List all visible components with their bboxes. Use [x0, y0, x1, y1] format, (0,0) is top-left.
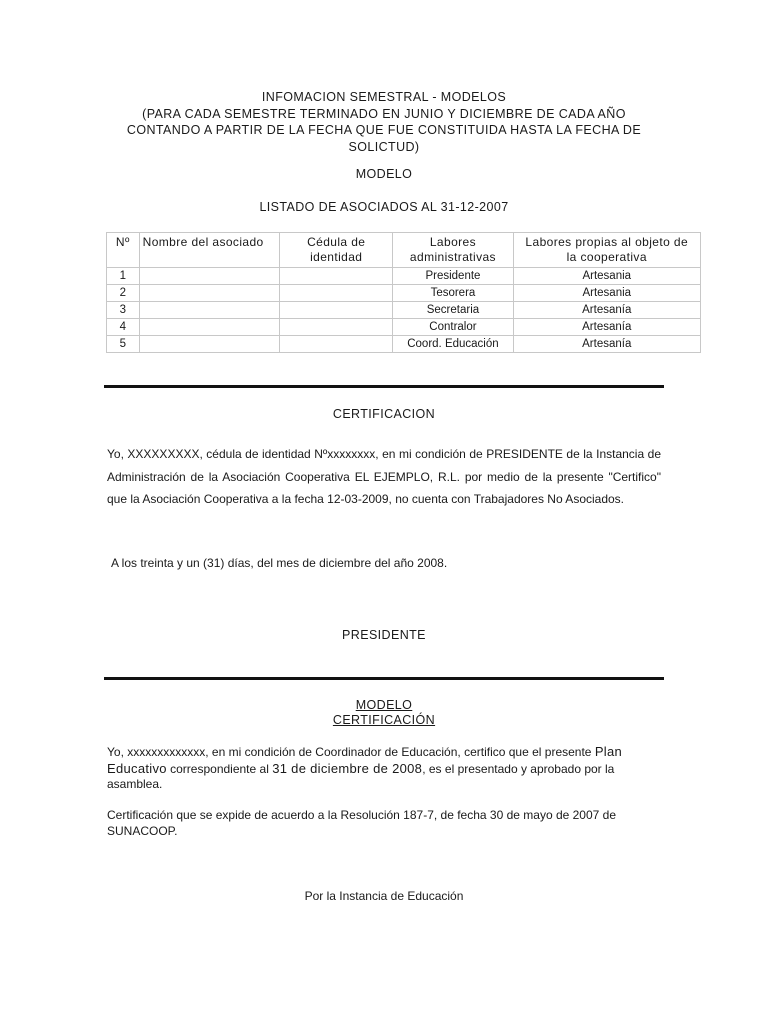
cell-labores: Coord. Educación — [393, 336, 513, 353]
section-divider — [104, 385, 664, 388]
header-labores-line1: Labores — [429, 235, 477, 249]
signature-instancia-educacion: Por la Instancia de Educación — [304, 889, 464, 903]
asociados-table — [106, 232, 701, 353]
body-text: Yo, xxxxxxxxxxxxx, en mi condición de Coordinador de Educación, certifico que el presente — [107, 745, 595, 759]
cell-objeto: Artesanía — [513, 336, 700, 353]
cell-num: 4 — [107, 319, 140, 336]
cell-cedula — [280, 285, 393, 302]
header-cedula — [280, 233, 393, 268]
cell-cedula — [280, 319, 393, 336]
cell-objeto: Artesania — [513, 285, 700, 302]
header-title: INFOMACION SEMESTRAL - MODELOS — [261, 90, 507, 104]
header-objeto-line1: Labores propias al objeto de — [525, 235, 689, 249]
table-row — [107, 302, 701, 319]
header-nombre: Nombre del asociado — [139, 233, 279, 268]
header-cedula-line1: Cédula de — [307, 235, 366, 249]
modelo-label: MODELO — [355, 167, 413, 181]
header-subtitle-line: (PARA CADA SEMESTRE TERMINADO EN JUNIO Y DICIEMBRE DE CADA AÑO — [142, 106, 626, 121]
modelo2-label: MODELO — [355, 698, 413, 712]
cell-nombre — [139, 285, 279, 302]
certificacion2-title: CERTIFICACIÓN — [332, 713, 436, 727]
certificacion2-resolucion: Certificación que se expide de acuerdo a la Resolución 187-7, de fecha 30 de mayo de 2007 de SUNACOOP. — [107, 808, 617, 838]
cell-nombre — [139, 319, 279, 336]
cell-nombre — [139, 336, 279, 353]
header-objeto-line2: la cooperativa — [566, 250, 647, 264]
cell-num: 1 — [107, 268, 140, 285]
header-cedula-line2: identidad — [310, 250, 363, 264]
body-text: , es el presentado y aprobado por la asamblea. — [107, 761, 615, 791]
cell-labores: Contralor — [393, 319, 513, 336]
cell-num: 5 — [107, 336, 140, 353]
signature-presidente: PRESIDENTE — [342, 628, 426, 642]
header-num: Nº — [107, 233, 140, 268]
cell-objeto: Artesania — [513, 268, 700, 285]
cell-objeto: Artesanía — [513, 302, 700, 319]
header-labores — [393, 233, 513, 268]
cell-labores: Tesorera — [393, 285, 513, 302]
cell-num: 3 — [107, 302, 140, 319]
cell-nombre — [139, 302, 279, 319]
cell-nombre — [139, 268, 279, 285]
listado-title: LISTADO DE ASOCIADOS AL 31-12-2007 — [259, 200, 509, 214]
table-row — [107, 285, 701, 302]
section-divider — [104, 677, 664, 680]
certificacion-body: Yo, XXXXXXXXX, cédula de identidad Nºxxxxxxxx, en mi condición de PRESIDENTE de la Instancia de Administración de la Asociación Cooperativa EL EJEMPLO, R.L. por medio de la presente "Certifico" que la Asociación Cooperativa a la fecha 12-03-2009, no cuenta con Trabajadores No Asociados. — [107, 447, 661, 507]
header-objeto — [513, 233, 700, 268]
cell-labores: Presidente — [393, 268, 513, 285]
header-labores-line2: administrativas — [409, 250, 496, 264]
cell-cedula — [280, 268, 393, 285]
cell-labores: Secretaria — [393, 302, 513, 319]
certificacion-title: CERTIFICACION — [332, 407, 436, 421]
cell-num: 2 — [107, 285, 140, 302]
cell-cedula — [280, 336, 393, 353]
table-row — [107, 268, 701, 285]
certificacion-fecha: A los treinta y un (31) días, del mes de diciembre del año 2008. — [111, 556, 448, 570]
table-header-row — [107, 233, 701, 268]
header-subtitle-line: CONTANDO A PARTIR DE LA FECHA QUE FUE CONSTITUIDA HASTA LA FECHA DE — [126, 123, 642, 137]
table-row — [107, 319, 701, 336]
table-row — [107, 336, 701, 353]
body-emphasis: Plan Educativo — [107, 744, 623, 776]
body-text: correspondiente al — [166, 761, 273, 776]
modelo-certificacion-heading — [60, 698, 708, 728]
certificacion2-body — [107, 744, 667, 793]
header-subtitle-line: SOLICTUD) — [348, 139, 420, 154]
cell-objeto: Artesanía — [513, 319, 700, 336]
cell-cedula — [280, 302, 393, 319]
document-header — [60, 89, 708, 155]
body-emphasis: 31 de diciembre de 2008 — [272, 760, 423, 776]
